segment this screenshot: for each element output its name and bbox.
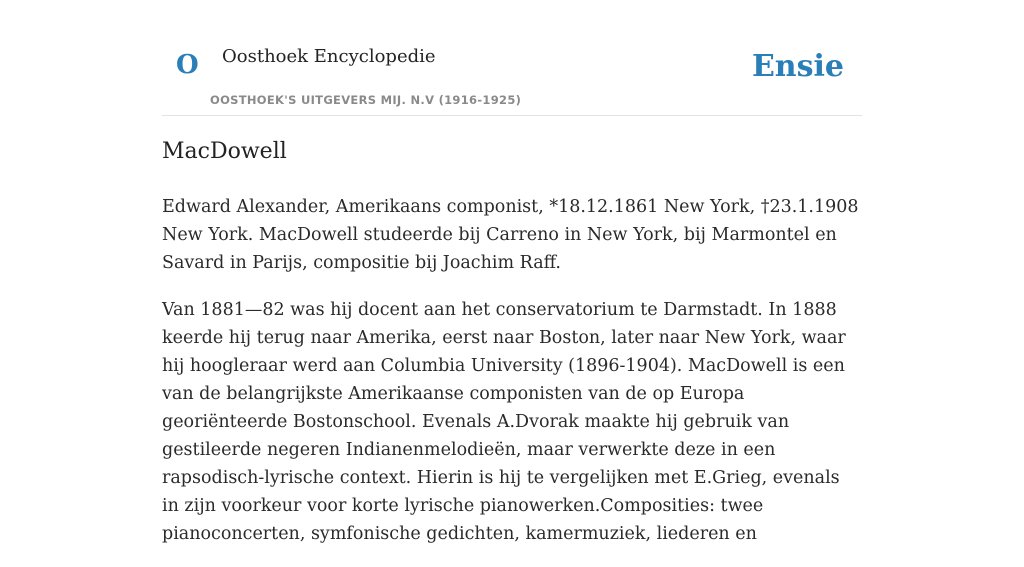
- brand-logo[interactable]: Ensie: [751, 49, 844, 84]
- article-paragraph-1: Edward Alexander, Amerikaans componist, *18.12.1861 New York, †23.1.1908 New York. MacDowell studeerde bij Carreno in New York, bij Marmontel en Savard in Parijs, compositie bij Joachim Raff.: [162, 196, 859, 273]
- article-paragraph-2: Van 1881—82 was hij docent aan het conservatorium te Darmstadt. In 1888 keerde hij terug naar Amerika, eerst naar Boston, later naar New York, waar hij hoogleraar werd aan Columbia University (1896-1904). MacDowell is een van de belangrijkste Amerikaanse componisten van de op Europa georiënteerde Bostonschool. Evenals A.Dvorak maakte hij gebruik van gestileerde negeren Indianenmelodieën, maar verwerkte deze in een rapsodisch-lyrische context. Hierin is hij te vergelijken met E.Grieg, evenals in zijn voorkeur voor korte lyrische pianowerken.Composities: twee pianoconcerten, symfonische gedichten, kamermuziek, liederen en: [162, 299, 846, 544]
- source-subtitle: OOSTHOEK'S UITGEVERS MIJ. N.V (1916-1925): [210, 93, 522, 107]
- source-logo[interactable]: O: [176, 50, 199, 80]
- entry-title: MacDowell: [162, 139, 287, 164]
- source-title[interactable]: Oosthoek Encyclopedie: [222, 46, 436, 67]
- source-header: [162, 0, 862, 116]
- article: [162, 138, 862, 567]
